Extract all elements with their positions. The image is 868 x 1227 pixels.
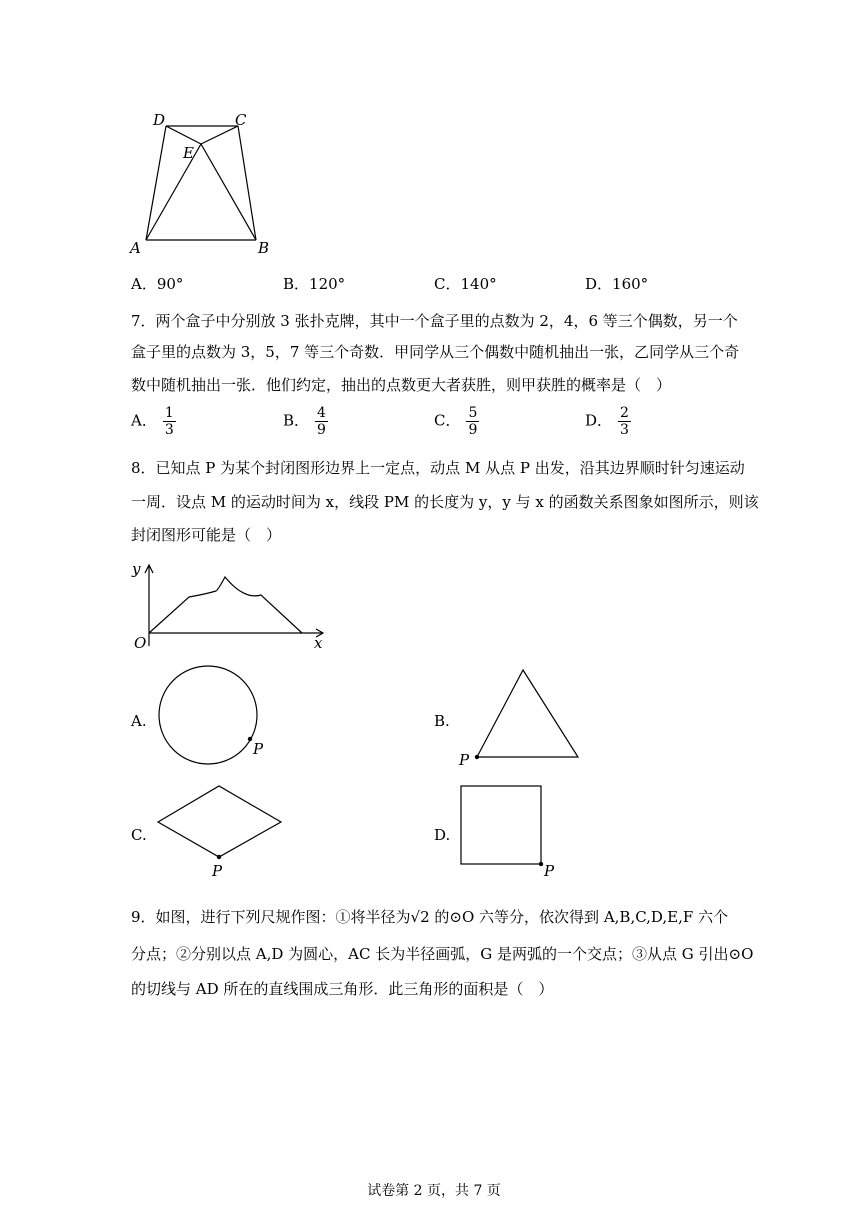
q7-option-b-fraction — [315, 405, 328, 438]
q7-option-b — [283, 405, 328, 438]
q8-option-a-label: A. — [131, 712, 147, 730]
q7-option-a-den: 3 — [164, 422, 174, 438]
graph-y-label: y — [132, 560, 141, 578]
q7-line-2: 盒子里的点数为 3，5，7 等三个奇数．甲同学从三个偶数中随机抽出一张，乙同学从三个奇 — [131, 343, 740, 361]
label-e: E — [183, 144, 194, 162]
q6-trapezoid-figure — [125, 108, 285, 258]
q7-option-c-fraction — [466, 405, 479, 438]
q8-line-3: 封闭图形可能是（ ） — [131, 526, 282, 544]
q7-option-b-den: 9 — [317, 422, 326, 438]
q8-option-c-point-label: P — [212, 862, 223, 880]
q7-option-c-num: 5 — [468, 405, 478, 421]
q7-option-b-num: 4 — [317, 405, 326, 421]
q8-option-d-label: D. — [434, 826, 451, 844]
page-footer: 试卷第 2 页，共 7 页 — [367, 1183, 501, 1199]
q8-option-b-triangle — [455, 664, 585, 769]
q7-option-d-den: 3 — [620, 422, 629, 438]
q8-line-1: 8．已知点 P 为某个封闭图形边界上一定点，动点 M 从点 P 出发，沿其边界顺时针匀速运动 — [131, 459, 745, 477]
q9-line-2: 分点；②分别以点 A,D 为圆心，AC 长为半径画弧，G 是两弧的一个交点；③从点 G 引出⊙O — [131, 945, 754, 963]
q7-option-c — [434, 405, 479, 438]
q6-option-a: A．90° — [131, 275, 184, 293]
q7-line-3: 数中随机抽出一张．他们约定，抽出的点数更大者获胜，则甲获胜的概率是（ ） — [131, 376, 672, 394]
q8-option-d-point-label: P — [544, 862, 555, 880]
q8-option-c-label: C. — [131, 826, 147, 844]
q7-option-b-letter: B． — [283, 411, 310, 430]
q7-option-d-num: 2 — [620, 405, 629, 421]
q7-option-a-fraction — [163, 405, 176, 438]
q6-option-c: C．140° — [434, 275, 497, 293]
q7-option-a — [131, 405, 176, 438]
q7-line-1: 7．两个盒子中分别放 3 张扑克牌，其中一个盒子里的点数为 2，4，6 等三个偶数，另一个 — [131, 312, 738, 330]
q8-line-2: 一周．设点 M 的运动时间为 x，线段 PM 的长度为 y，y 与 x 的函数关系图象如图所示，则该 — [131, 493, 759, 511]
q7-option-a-letter: A． — [131, 411, 157, 430]
q8-option-a-circle — [150, 665, 275, 770]
q7-option-c-letter: C． — [434, 411, 461, 430]
q8-option-d-square — [455, 780, 565, 880]
q9-line-1: 9．如图，进行下列尺规作图：①将半径为√2 的⊙O 六等分，依次得到 A,B,C,D,E,F 六个 — [131, 908, 729, 926]
graph-origin-label: O — [134, 634, 147, 652]
q6-option-d: D．160° — [585, 275, 649, 293]
q8-option-b-point-label: P — [459, 751, 470, 769]
q9-line-3: 的切线与 AD 所在的直线围成三角形．此三角形的面积是（ ） — [131, 980, 554, 998]
q8-option-a-point-label: P — [253, 740, 264, 758]
q7-option-a-num: 1 — [164, 405, 174, 421]
q6-option-b: B．120° — [283, 275, 346, 293]
label-a: A — [130, 239, 141, 257]
q7-option-d-letter: D． — [585, 411, 613, 430]
label-c: C — [235, 111, 247, 129]
label-b: B — [258, 239, 270, 257]
q7-option-d-fraction — [618, 405, 631, 438]
q8-function-graph — [128, 560, 338, 655]
q8-option-b-label: B. — [434, 712, 450, 730]
q8-option-c-rhombus — [150, 782, 290, 882]
q7-option-c-den: 9 — [468, 422, 478, 438]
label-d: D — [153, 111, 166, 129]
graph-x-label: x — [314, 634, 323, 652]
q7-option-d — [585, 405, 631, 438]
